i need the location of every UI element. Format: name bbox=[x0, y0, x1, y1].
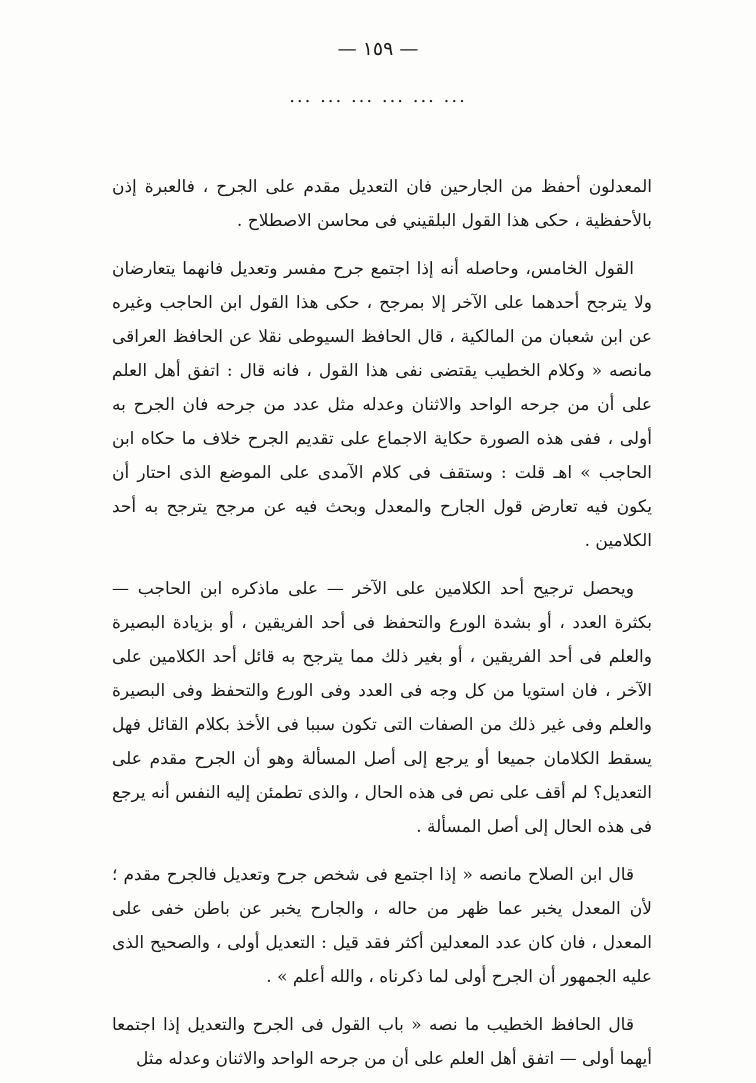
body-text bbox=[112, 170, 652, 1076]
paragraph-1: المعدلون أحفظ من الجارحين فان التعديل مقدم على الجرح ، فالعبرة إذن بالأحفظية ، حكى هذا القول البلقيني فى محاسن الاصطلاح . bbox=[112, 177, 652, 231]
page-number: — ١٥٩ — bbox=[337, 38, 419, 60]
paragraph-5: قال الحافظ الخطيب ما نصه « باب القول فى الجرح والتعديل إذا اجتمعا أيهما أولى — اتفق أهل العلم على أن من جرحه الواحد والاثنان وعدله مثل bbox=[112, 1015, 652, 1069]
paragraph-2: القول الخامس، وحاصله أنه إذا اجتمع جرح مفسر وتعديل فانهما يتعارضان ولا يترجح أحدهما على الآخر إلا بمرجح ، حكى هذا القول ابن الحاجب وغيره عن ابن شعبان من المالكية ، قال الحافظ السيوطى نقلا عن الحافظ العراقى مانصه « وكلام الخطيب يقتضى نفى هذا القول ، فانه قال : اتفق أهل العلم على أن من جرحه الواحد والاثنان وعدله مثل عدد من جرحه فان الجرح به أولى ، ففى هذه الصورة حكاية الاجماع على تقديم الجرح خلاف ما حكاه ابن الحاجب » اهـ قلت : وستقف فى كلام الآمدى على الموضع الذى احتار أن يكون فيه تعارض قول الجارح والمعدل وبحث فيه عن مرجح يترجح به أحد الكلامين . bbox=[112, 259, 652, 551]
ornament-divider: ... ... ... ... ... ... bbox=[289, 86, 467, 107]
paragraph-3: ويحصل ترجيح أحد الكلامين على الآخر — على ماذكره ابن الحاجب — بكثرة العدد ، أو بشدة الورع والتحفظ فى أحد الفريقين ، أو بزيادة البصيرة والعلم فى أحد الفريقين ، أو بغير ذلك مما يترجح به قائل أحد الكلامين على الآخر ، فان استويا من كل وجه فى العدد وفى الورع والتحفظ وفى البصيرة والعلم وفى غير ذلك من الصفات التى تكون سببا فى الأخذ بكلام القائل فهل يسقط الكلامان جميعا أو يرجع إلى أصل المسألة وهو أن الجرح مقدم على التعديل؟ لم أقف على نص فى هذه الحال ، والذى تطمئن إليه النفس أنه يرجع فى هذه الحال إلى أصل المسألة . bbox=[112, 579, 652, 837]
paragraph-4: قال ابن الصلاح مانصه « إذا اجتمع فى شخص جرح وتعديل فالجرح مقدم ؛ لأن المعدل يخبر عما ظهر من حاله ، والجارح يخبر عن باطن خفى على المعدل ، فان كان عدد المعدلين أكثر فقد قيل : التعديل أولى ، والصحيح الذى عليه الجمهور أن الجرح أولى لما ذكرناه ، والله أعلم » . bbox=[112, 865, 652, 987]
